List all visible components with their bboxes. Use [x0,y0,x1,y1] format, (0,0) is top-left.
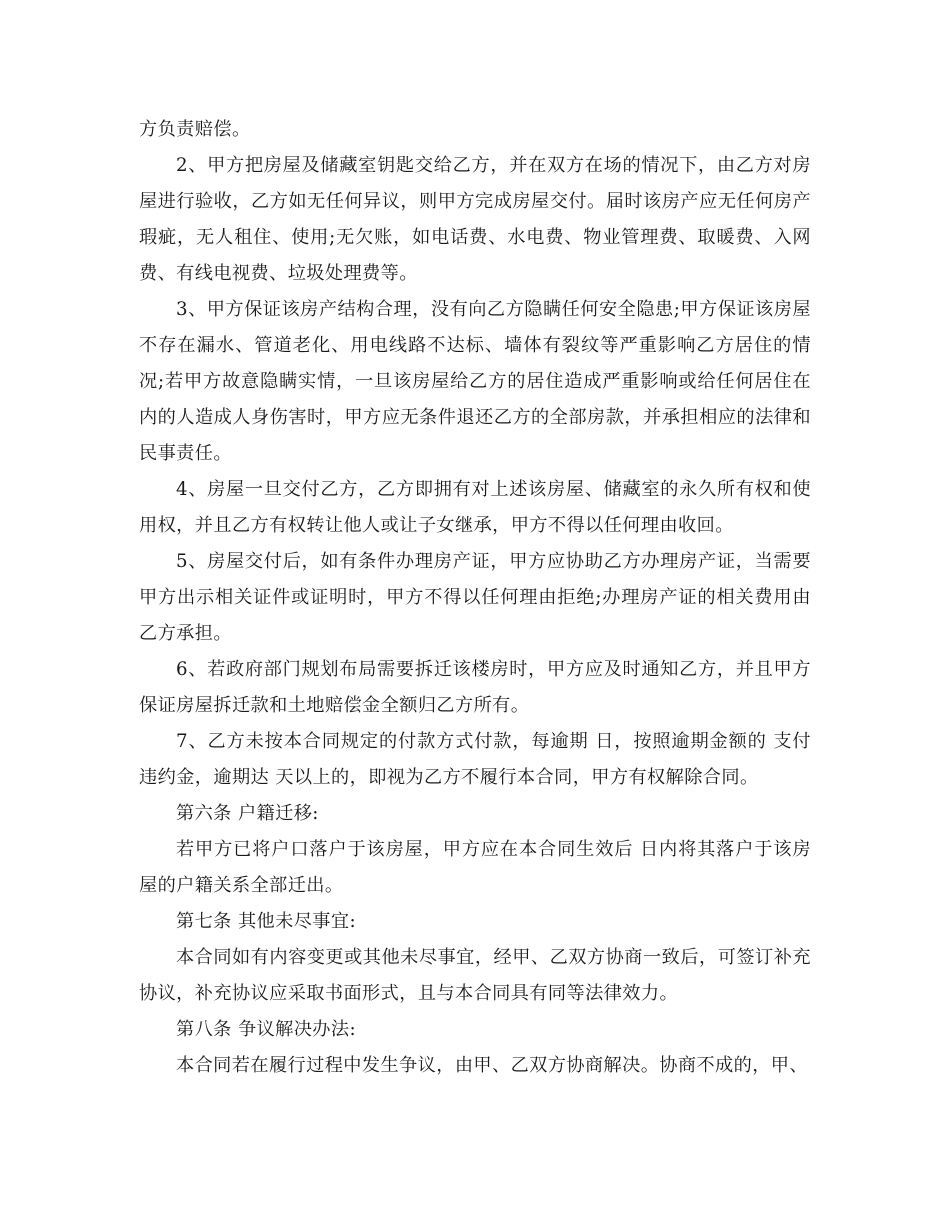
paragraph-clause-6: 6、若政府部门规划布局需要拆迁该楼房时，甲方应及时通知乙方，并且甲方保证房屋拆迁款和土地赔偿金全额归乙方所有。 [139,659,811,716]
section-heading-6: 第六条 户籍迁移: [176,803,319,824]
paragraph-clause-5: 5、房屋交付后，如有条件办理房产证，甲方应协助乙方办理房产证，当需要甲方出示相关证件或证明时，甲方不得以任何理由拒绝;办理房产证的相关费用由乙方承担。 [139,551,811,644]
paragraph-clause-7: 7、乙方未按本合同规定的付款方式付款，每逾期 日，按照逾期金额的 支付违约金，逾期达 天以上的，即视为乙方不履行本合同，甲方有权解除合同。 [139,731,811,788]
paragraph-dispute-resolution: 本合同若在履行过程中发生争议，由甲、乙双方协商解决。协商不成的，甲、 [176,1055,808,1076]
document-body [139,112,811,1084]
section-heading-8: 第八条 争议解决办法: [176,1019,356,1040]
paragraph-continuation: 方负责赔偿。 [139,119,251,140]
paragraph-clause-2: 2、甲方把房屋及储藏室钥匙交给乙方，并在双方在场的情况下，由乙方对房屋进行验收，乙方如无任何异议，则甲方完成房屋交付。届时该房产应无任何房产瑕疵，无人租住、使用;无欠账，如电话费、水电费、物业管理费、取暖费、入网费、有线电视费、垃圾处理费等。 [139,155,811,284]
section-heading-7: 第七条 其他未尽事宜: [176,911,356,932]
paragraph-household-registration: 若甲方已将户口落户于该房屋，甲方应在本合同生效后 日内将其落户于该房屋的户籍关系全部迁出。 [139,839,811,896]
paragraph-clause-4: 4、房屋一旦交付乙方，乙方即拥有对上述该房屋、储藏室的永久所有权和使用权，并且乙方有权转让他人或让子女继承，甲方不得以任何理由收回。 [139,479,811,536]
paragraph-other-matters: 本合同如有内容变更或其他未尽事宜，经甲、乙双方协商一致后，可签订补充协议，补充协议应采取书面形式，且与本合同具有同等法律效力。 [139,947,811,1004]
paragraph-clause-3: 3、甲方保证该房产结构合理，没有向乙方隐瞒任何安全隐患;甲方保证该房屋不存在漏水、管道老化、用电线路不达标、墙体有裂纹等严重影响乙方居住的情况;若甲方故意隐瞒实情，一旦该房屋给乙方的居住造成严重影响或给任何居住在内的人造成人身伤害时，甲方应无条件退还乙方的全部房款，并承担相应的法律和民事责任。 [139,299,811,464]
